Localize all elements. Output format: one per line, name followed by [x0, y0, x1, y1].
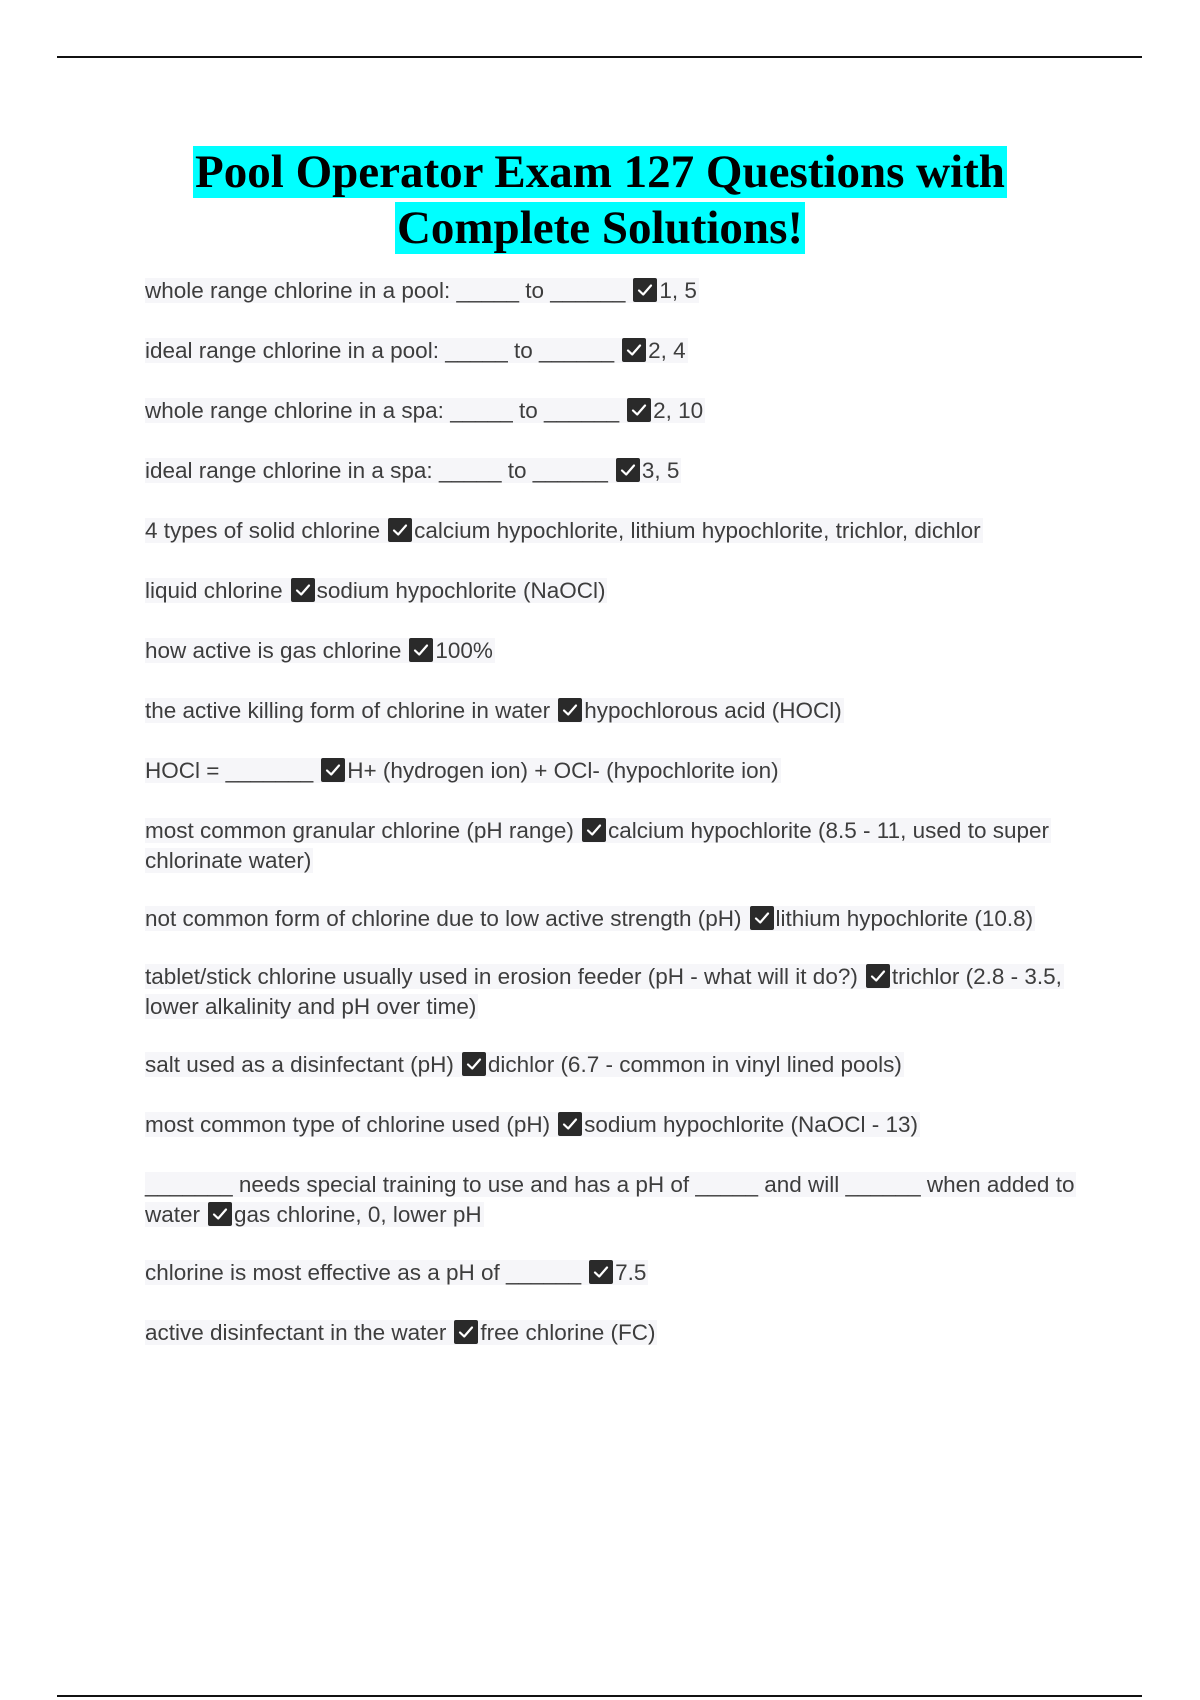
answer-text: dichlor (6.7 - common in vinyl lined pools)	[487, 1052, 902, 1077]
answer-text: calcium hypochlorite (8.5 - 11, used to super chlorinate water)	[145, 818, 1049, 873]
check-box-icon	[866, 964, 890, 988]
question-text: ideal range chlorine in a spa: _____ to ______	[145, 458, 608, 483]
question-text: chlorine is most effective as a pH of ______	[145, 1260, 582, 1285]
qa-item	[145, 336, 1095, 366]
question-answer-list	[145, 276, 1095, 1378]
question-text: whole range chlorine in a spa: _____ to ______	[145, 398, 620, 423]
check-box-icon	[409, 638, 433, 662]
check-box-icon	[208, 1202, 232, 1226]
qa-item	[145, 1318, 1095, 1348]
answer-text: hypochlorous acid (HOCl)	[584, 698, 842, 723]
question-text: active disinfectant in the water	[145, 1320, 447, 1345]
qa-item	[145, 1258, 1095, 1288]
qa-item	[145, 396, 1095, 426]
question-text: how active is gas chlorine	[145, 638, 402, 663]
qa-item	[145, 1050, 1095, 1080]
question-text: the active killing form of chlorine in water	[145, 698, 551, 723]
answer-text: gas chlorine, 0, lower pH	[234, 1202, 482, 1227]
check-box-icon	[633, 278, 657, 302]
check-box-icon	[558, 1112, 582, 1136]
qa-item	[145, 696, 1095, 726]
document-title	[0, 144, 1200, 256]
question-text: most common granular chlorine (pH range)	[145, 818, 574, 843]
question-text: ideal range chlorine in a pool: _____ to ______	[145, 338, 615, 363]
qa-item	[145, 816, 1095, 876]
question-text: not common form of chlorine due to low active strength (pH)	[145, 906, 742, 931]
qa-item	[145, 276, 1095, 306]
question-text: HOCl = _______	[145, 758, 314, 783]
question-text: most common type of chlorine used (pH)	[145, 1112, 551, 1137]
qa-item	[145, 456, 1095, 486]
answer-text: lithium hypochlorite (10.8)	[775, 906, 1034, 931]
title-line-1: Pool Operator Exam 127 Questions with	[195, 146, 1005, 198]
check-box-icon	[558, 698, 582, 722]
question-text: salt used as a disinfectant (pH)	[145, 1052, 454, 1077]
check-box-icon	[388, 518, 412, 542]
answer-text: 7.5	[615, 1260, 647, 1285]
answer-text: 1, 5	[659, 278, 697, 303]
check-box-icon	[582, 818, 606, 842]
answer-text: 2, 10	[653, 398, 704, 423]
qa-item	[145, 636, 1095, 666]
qa-item	[145, 516, 1095, 546]
answer-text: 2, 4	[648, 338, 686, 363]
answer-text: free chlorine (FC)	[480, 1320, 656, 1345]
qa-item	[145, 1170, 1095, 1230]
answer-text: H+ (hydrogen ion) + OCl- (hypochlorite ion)	[347, 758, 779, 783]
check-box-icon	[750, 906, 774, 930]
answer-text: calcium hypochlorite, lithium hypochlorite, trichlor, dichlor	[414, 518, 981, 543]
answer-text: 3, 5	[641, 458, 680, 483]
check-box-icon	[616, 458, 640, 482]
answer-text: sodium hypochlorite (NaOCl)	[316, 578, 606, 603]
question-text: tablet/stick chlorine usually used in erosion feeder (pH - what will it do?)	[145, 964, 858, 989]
footer-rule	[57, 1695, 1142, 1697]
qa-item	[145, 962, 1095, 1022]
question-text: _______ needs special training to use and has a pH of _____ and will ______ when added to water	[145, 1172, 1075, 1227]
qa-item	[145, 576, 1095, 606]
answer-text: sodium hypochlorite (NaOCl - 13)	[584, 1112, 919, 1137]
check-box-icon	[291, 578, 315, 602]
question-text: liquid chlorine	[145, 578, 283, 603]
check-box-icon	[622, 338, 646, 362]
question-text: 4 types of solid chlorine	[145, 518, 381, 543]
check-box-icon	[589, 1260, 613, 1284]
qa-item	[145, 904, 1095, 934]
check-box-icon	[321, 758, 345, 782]
check-box-icon	[462, 1052, 486, 1076]
header-rule	[57, 56, 1142, 58]
qa-item	[145, 756, 1095, 786]
check-box-icon	[627, 398, 651, 422]
answer-text: 100%	[435, 638, 493, 663]
check-box-icon	[454, 1320, 478, 1344]
title-line-2: Complete Solutions!	[396, 202, 804, 254]
qa-item	[145, 1110, 1095, 1140]
answer-text: trichlor (2.8 - 3.5, lower alkalinity and pH over time)	[145, 964, 1062, 1019]
question-text: whole range chlorine in a pool: _____ to ______	[145, 278, 626, 303]
